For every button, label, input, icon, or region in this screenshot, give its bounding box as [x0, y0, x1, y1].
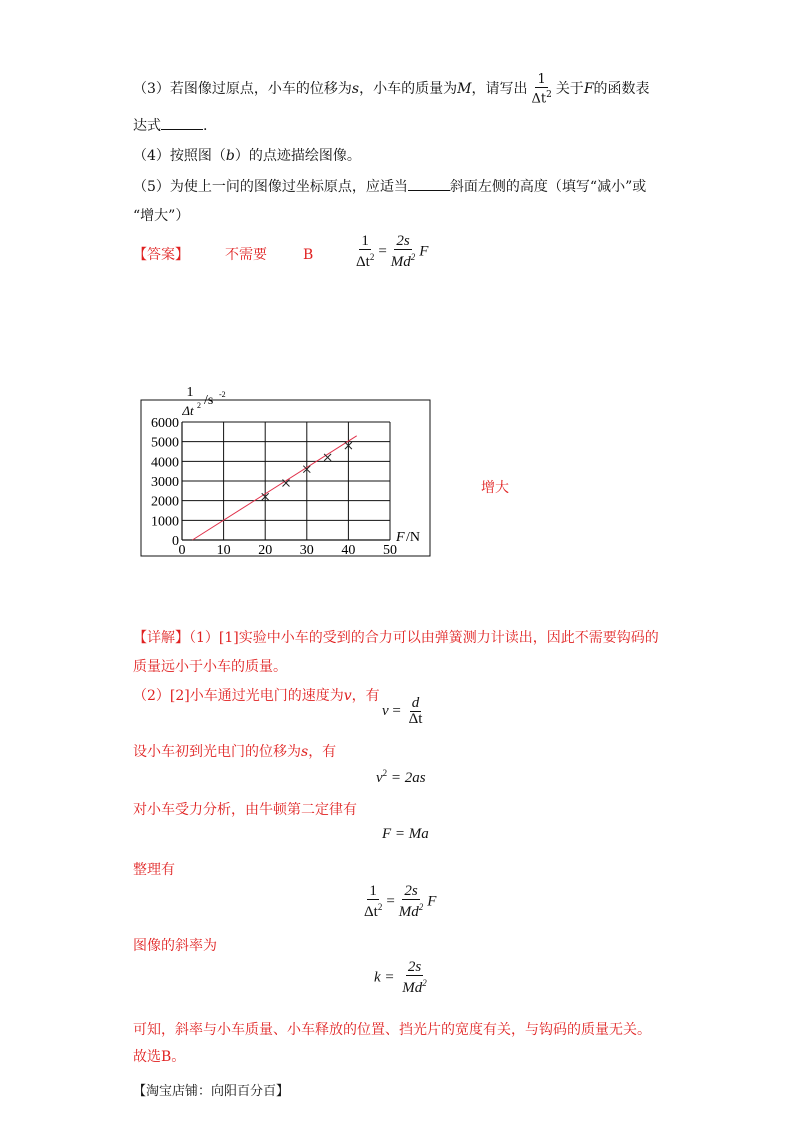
- fit-line: [192, 436, 356, 540]
- y-label-denominator: Δt: [182, 403, 194, 418]
- x-label-var: F: [396, 530, 405, 545]
- y-label-unit: /s: [204, 393, 214, 408]
- answer-1: 不需要: [225, 247, 267, 263]
- answer-5: 增大: [481, 480, 509, 496]
- detail-para-6: 图像的斜率为: [133, 938, 217, 954]
- y-tick-label: 4000: [151, 455, 179, 471]
- question-3-line2: 达式 .: [133, 115, 207, 136]
- answer-blank: [408, 176, 450, 191]
- y-tick-label: 5000: [151, 435, 179, 451]
- y-tick-label: 6000: [151, 416, 179, 431]
- detail-para-3: 设小车初到光电门的位移为s，有: [133, 744, 337, 760]
- x-axis-label: [395, 530, 420, 545]
- answer-3-formula: $\frac{1}{\Delta t^2}$ = $\frac{2s}{Md^2}$ F: [356, 233, 429, 270]
- question-4: （4）按照图（b）的点迹描绘图像。: [133, 148, 361, 164]
- y-label-denominator-exp: 2: [197, 401, 201, 410]
- chart: [140, 380, 440, 560]
- y-label-unit-exp: -2: [219, 390, 226, 399]
- x-tick-label: 0: [178, 543, 186, 558]
- data-point-cross: [324, 454, 331, 461]
- y-axis-label: [178, 385, 226, 418]
- detail-para-1: 【详解】（1）[1]实验中小车的受到的合力可以由弹簧测力计读出，因此不需要钩码的: [133, 630, 659, 646]
- equation-slope: k = $\frac{2s}{Md^2}$: [374, 959, 427, 996]
- y-tick-label: 1000: [151, 514, 179, 530]
- detail-para-8: 故选B。: [133, 1049, 186, 1065]
- x-tick-label: 50: [383, 543, 397, 558]
- equation-kinematics: $v^2 = 2as$: [376, 768, 426, 786]
- x-tick-label: 30: [299, 543, 314, 558]
- detail-para-1b: 质量远小于小车的质量。: [133, 659, 287, 675]
- answer-2: B: [303, 247, 314, 263]
- question-5-line1: （5）为使上一问的图像过坐标原点，应适当 斜面左侧的高度（填写“减小”或: [133, 176, 646, 197]
- equation-velocity: v = $\frac{d}{\Delta t}$: [382, 695, 423, 727]
- question-3-line1: （3）若图像过原点，小车的位移为s，小车的质量为M，请写出 $\frac{1}{\Delta t^2}$ 关于F的函数表: [133, 72, 650, 107]
- detail-para-2: （2）[2]小车通过光电门的速度为v，有: [133, 688, 380, 704]
- y-tick-label: 0: [172, 534, 179, 549]
- y-tick-label: 2000: [151, 494, 179, 510]
- x-tick-label: 20: [258, 543, 273, 558]
- inverse-dt-squared-fraction: $\frac{1}{\Delta t^2}$: [531, 72, 552, 107]
- detail-para-5: 整理有: [133, 862, 175, 878]
- equation-result: $\frac{1}{\Delta t^2}$ = $\frac{2s}{Md^2}$ F: [364, 883, 437, 920]
- answer-label: 【答案】: [133, 247, 189, 263]
- equation-newton: F = Ma: [382, 826, 429, 842]
- x-tick-label: 10: [216, 543, 231, 558]
- question-5-line2: “增大”）: [133, 208, 190, 224]
- y-tick-label: 3000: [151, 475, 179, 490]
- chart-frame: [141, 400, 430, 556]
- answer-blank: [161, 115, 203, 130]
- detail-label: 【详解】: [133, 630, 189, 646]
- detail-para-7: 可知，斜率与小车质量、小车释放的位置、挡光片的宽度有关，与钩码的质量无关。: [133, 1022, 651, 1038]
- footer-shop: 【淘宝店铺：向阳百分百】: [133, 1084, 290, 1099]
- chart-area: [140, 380, 440, 560]
- x-label-unit: /N: [406, 530, 420, 545]
- x-tick-label: 40: [341, 543, 356, 558]
- y-label-numerator: 1: [186, 385, 194, 400]
- detail-para-4: 对小车受力分析，由牛顿第二定律有: [133, 802, 357, 818]
